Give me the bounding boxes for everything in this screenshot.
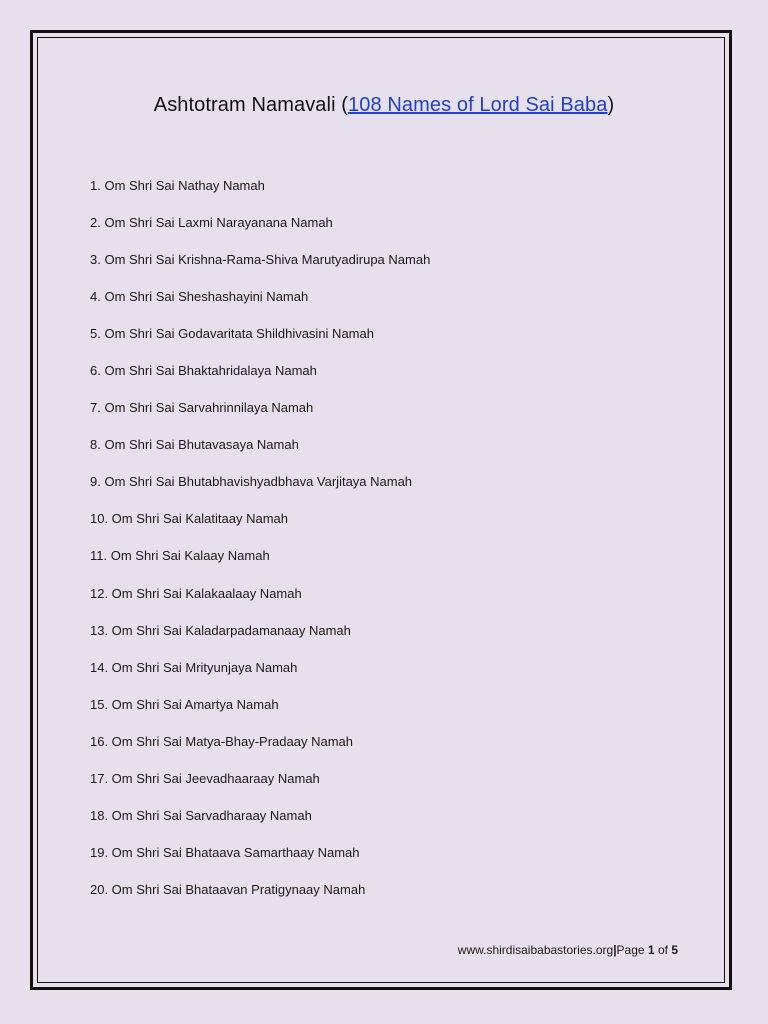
page-title: [0, 94, 768, 117]
names-list: [90, 177, 430, 918]
list-item: 1. Om Shri Sai Nathay Namah: [90, 178, 265, 193]
list-item: 3. Om Shri Sai Krishna-Rama-Shiva Marutyadirupa Namah: [90, 252, 431, 268]
footer-website: www.shirdisaibabastories.org: [457, 943, 614, 957]
list-item: 8. Om Shri Sai Bhutavasaya Namah: [90, 437, 299, 453]
list-item: 2. Om Shri Sai Laxmi Narayanana Namah: [90, 215, 333, 231]
page-footer: [458, 943, 678, 957]
footer-separator: |: [613, 943, 617, 957]
list-item: 17. Om Shri Sai Jeevadhaaraay Namah: [90, 770, 320, 786]
list-item: 15. Om Shri Sai Amartya Namah: [90, 696, 279, 712]
list-item: 16. Om Shri Sai Matya-Bhay-Pradaay Namah: [90, 733, 353, 749]
list-item: 9. Om Shri Sai Bhutabhavishyadbhava Varjitaya Namah: [90, 474, 413, 490]
list-item: 14. Om Shri Sai Mrityunjaya Namah: [90, 659, 298, 675]
list-item: 20. Om Shri Sai Bhataavan Pratigynaay Namah: [90, 881, 366, 897]
footer-page-total: 5: [671, 943, 678, 957]
list-item: 11. Om Shri Sai Kalaay Namah: [90, 548, 270, 564]
list-item: 7. Om Shri Sai Sarvahrinnilaya Namah: [90, 400, 314, 416]
footer-page-label: Page: [616, 943, 645, 957]
list-item: 10. Om Shri Sai Kalatitaay Namah: [90, 511, 288, 527]
list-item: 4. Om Shri Sai Sheshashayini Namah: [90, 289, 309, 305]
footer-page-of: of: [657, 943, 668, 957]
list-item: 12. Om Shri Sai Kalakaalaay Namah: [90, 585, 302, 601]
list-item: 19. Om Shri Sai Bhataava Samarthaay Namah: [90, 844, 360, 860]
title-suffix: ): [607, 94, 615, 116]
list-item: 18. Om Shri Sai Sarvadharaay Namah: [90, 807, 312, 823]
list-item: 13. Om Shri Sai Kaladarpadamanaay Namah: [90, 622, 351, 638]
title-link[interactable]: 108 Names of Lord Sai Baba: [348, 94, 608, 116]
title-prefix: Ashtotram Namavali (: [153, 94, 349, 116]
footer-page-current: 1: [647, 943, 655, 957]
list-item: 6. Om Shri Sai Bhaktahridalaya Namah: [90, 363, 317, 379]
list-item: 5. Om Shri Sai Godavaritata Shildhivasini Namah: [90, 326, 374, 342]
